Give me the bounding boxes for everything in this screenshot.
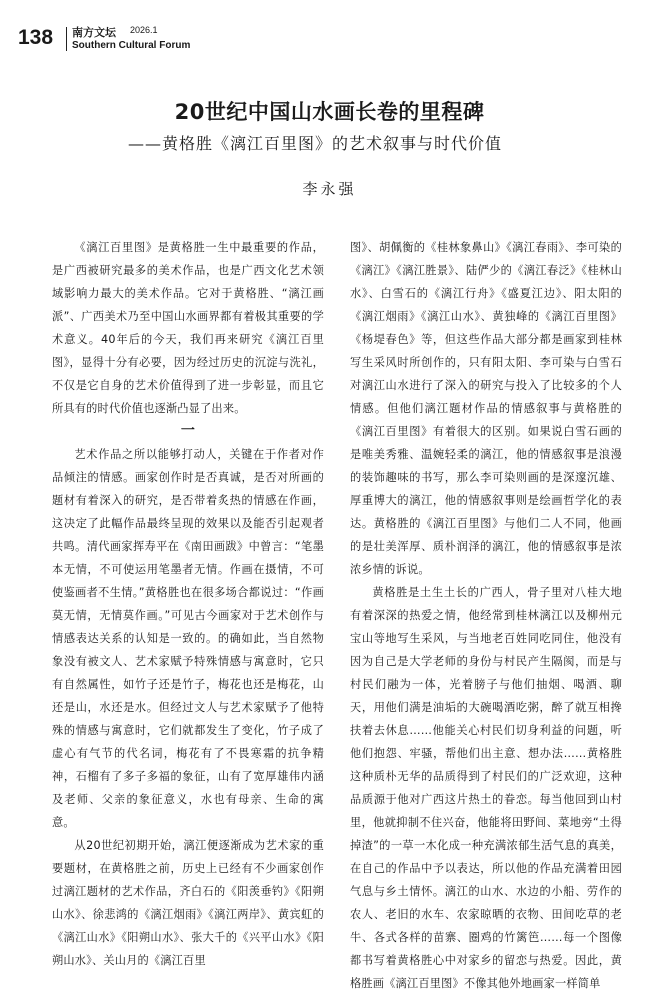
left-column [52, 236, 324, 972]
journal-name-english: Southern Cultural Forum [72, 40, 191, 51]
header-divider [66, 27, 67, 51]
page-header [14, 18, 654, 62]
article-title: 20世纪中国山水画长卷的里程碑 [174, 100, 485, 124]
journal-name: 南方文坛 [72, 26, 116, 39]
body-paragraph: 从20世纪初期开始，漓江便逐渐成为艺术家的重要题材，在黄格胜之前，历史上已经有不少画家创作过漓江题材的艺术作品，齐白石的《阳羡垂钓》《阳朔山水》、徐悲鸿的《漓江烟雨》《漓江两岸》、黄宾虹的《漓江山水》《阳朔山水》、张大千的《兴平山水》《阳朔山水》、关山月的《漓江百里 [52, 839, 324, 967]
body-paragraph: 艺术作品之所以能够打动人，关键在于作者对作品倾注的情感。画家创作时是否真诚，是否对所画的题材有着深入的研究，是否带着炙热的情感在作画，这决定了此幅作品最终呈现的效果以及能否引起观者共鸣。清代画家挥寿平在《南田画跋》中曾言：“笔墨本无情，不可使运用笔墨者无情。作画在摄情，不可使鉴画者不生情。”黄格胜也在很多场合都说过：“作画莫无情，无情莫作画。”可见古今画家对于艺术创作与情感表达关系的认知是一致的。的确如此，当自然物象没有被文人、艺术家赋予特殊情感与寓意时，它只有自然属性，如竹子还是竹子，梅花也还是梅花，山还是山，水还是水。但经过文人与艺术家赋予了他特殊的情感与寓意时，它们就都发生了变化，竹子成了虚心有气节的代名词，梅花有了不畏寒霜的抗争精神，石榴有了多子多福的象征，山有了宽厚雄伟内涵及老师、父亲的象征意义，水也有母亲、生命的寓意。 [52, 448, 324, 829]
section-marker: 一 [180, 423, 196, 439]
body-paragraph: 图》、胡佩衡的《桂林象鼻山》《漓江春雨》、李可染的《漓江》《漓江胜景》、陆俨少的《漓江春泛》《桂林山水》、白雪石的《漓江行舟》《盛夏江边》、阳太阳的《漓江烟雨》《漓江山水》、黄独峰的《漓江百里图》《杨堤春色》等，但这些作品大部分都是画家到桂林写生采风时所创作的，只有阳太阳、李可染与白雪石对漓江山水进行了深入的研究与投入了比较多的个人情感。但他们漓江题材作品的情感叙事与黄格胜的《漓江百里图》有着很大的区别。如果说白雪石画的是唯美秀雅、温婉轻柔的漓江，他的情感叙事是浪漫的装饰趣味的书写，那么李可染则画的是深邃沉雄、厚重博大的漓江，他的情感叙事则是绘画哲学化的表达。黄格胜的《漓江百里图》与他们二人不同，他画的是壮美浑厚、质朴润泽的漓江，他的情感叙事是浓浓乡情的诉说。 [350, 241, 622, 576]
page-number: 138 [18, 26, 54, 49]
right-column [350, 236, 622, 995]
body-paragraph: 黄格胜是土生土长的广西人，骨子里对八桂大地有着深深的热爱之情，他经常到桂林漓江以及柳州元宝山等地写生采风，与当地老百姓同吃同住，他没有因为自己是大学老师的身份与村民产生隔阂，而是与村民们融为一体，光着膀子与他们抽烟、喝酒、聊天，用他们满是油垢的大碗喝酒吃粥，醉了就互相搀扶着去休息……他能关心村民们切身利益的问题，听他们抱怨、牢骚，帮他们出主意、想办法……黄格胜这种质朴无华的品质得到了村民们的广泛欢迎，这种品质源于他对广西这片热土的眷恋。每当他回到山村里，他就抑制不住兴奋，他能将田野间、菜地旁“土得掉渣”的一草一木化成一种充满浓郁生活气息的真美，在自己的作品中予以表达，所以他的作品充满着田园气息与乡土情怀。漓江的山水、水边的小船、劳作的农人、老旧的水车、农家晾晒的衣物、田间吃草的老牛、各式各样的苗寨、圈鸡的竹篱笆……每一个图像都书写着黄格胜心中对家乡的留恋与热爱。因此，黄格胜画《漓江百里图》不像其他外地画家一样简单 [350, 586, 622, 990]
body-paragraph: 《漓江百里图》是黄格胜一生中最重要的作品，是广西被研究最多的美术作品，也是广西文化艺术领域影响力最大的美术作品。它对于黄格胜、“漓江画派”、广西美术乃至中国山水画界都有着极其重要的学术意义。40年后的今天，我们再来研究《漓江百里图》，显得十分有必要，因为经过历史的沉淀与洗礼，不仅是它自身的艺术价值得到了进一步彰显，而且它所具有的时代价值也逐渐凸显了出来。 [52, 241, 324, 415]
article-subtitle: ——黄格胜《漓江百里图》的艺术叙事与时代价值 [128, 134, 503, 153]
issue-number: 2026.1 [130, 25, 158, 35]
article-author: 李永强 [302, 180, 357, 198]
